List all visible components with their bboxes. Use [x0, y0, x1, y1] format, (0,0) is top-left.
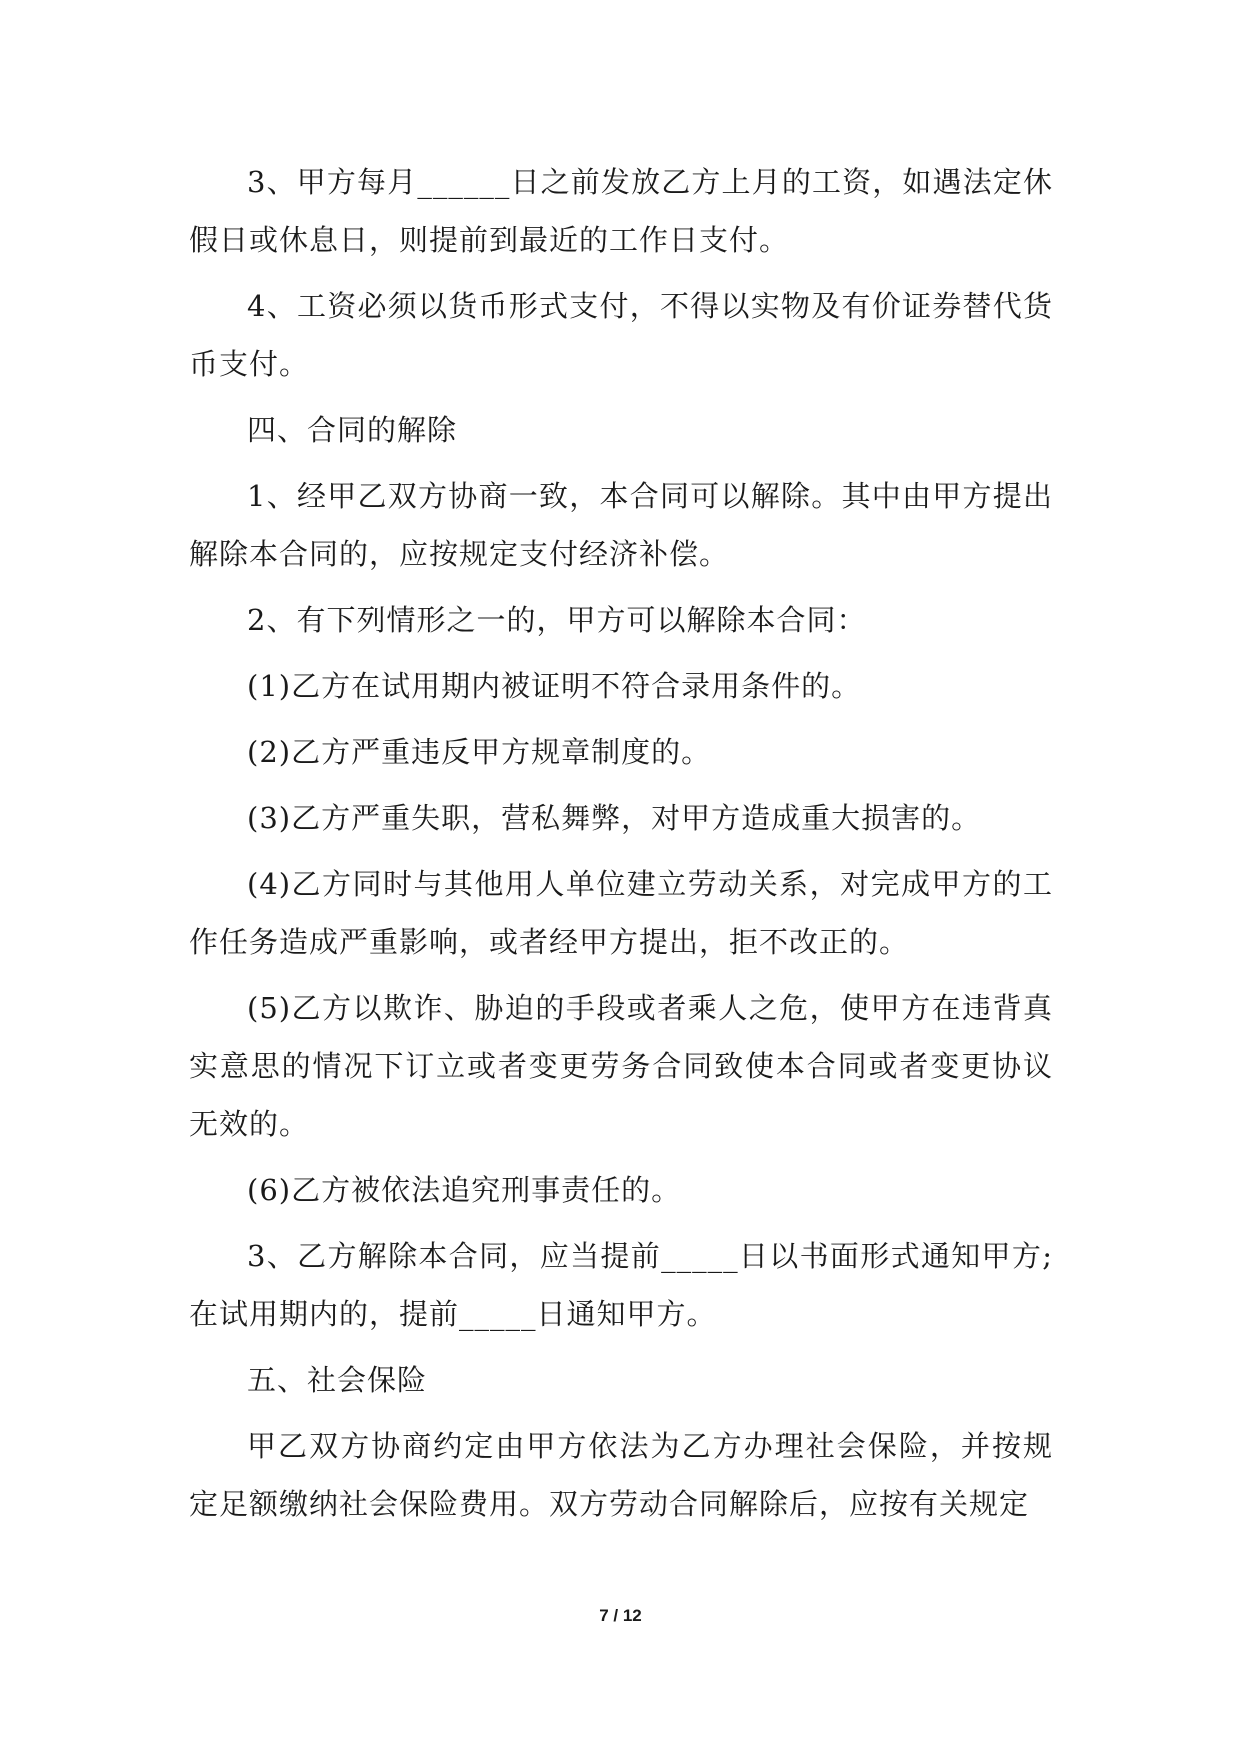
paragraph-mutual-termination: 1、经甲乙双方协商一致，本合同可以解除。其中由甲方提出解除本合同的，应按规定支付经济补偿。 [189, 479, 1053, 571]
paragraph-employee-termination-notice: 3、乙方解除本合同，应当提前_____日以书面形式通知甲方;在试用期内的，提前_____日通知甲方。 [189, 1239, 1053, 1331]
paragraph-termination-conditions: 2、有下列情形之一的，甲方可以解除本合同： [247, 603, 867, 637]
section-heading-termination: 四、合同的解除 [247, 413, 458, 447]
list-item-condition-6: (6)乙方被依法追究刑事责任的。 [247, 1173, 682, 1207]
list-item-condition-1: (1)乙方在试用期内被证明不符合录用条件的。 [247, 669, 862, 703]
paragraph-wage-payment-date: 3、甲方每月______日之前发放乙方上月的工资，如遇法定休假日或休息日，则提前到最近的工作日支付。 [189, 165, 1053, 257]
document-body [189, 153, 1053, 1541]
section-heading-social-insurance: 五、社会保险 [247, 1363, 428, 1397]
paragraph-social-insurance: 甲乙双方协商约定由甲方依法为乙方办理社会保险，并按规定足额缴纳社会保险费用。双方劳动合同解除后，应按有关规定 [189, 1429, 1053, 1521]
page-number: 7 / 12 [599, 1606, 642, 1625]
list-item-condition-5: (5)乙方以欺诈、胁迫的手段或者乘人之危，使甲方在违背真实意思的情况下订立或者变更劳务合同致使本合同或者变更协议无效的。 [189, 991, 1053, 1141]
paragraph-wage-currency: 4、工资必须以货币形式支付，不得以实物及有价证券替代货币支付。 [189, 289, 1053, 381]
list-item-condition-3: (3)乙方严重失职，营私舞弊，对甲方造成重大损害的。 [247, 801, 982, 835]
list-item-condition-4: (4)乙方同时与其他用人单位建立劳动关系，对完成甲方的工作任务造成严重影响，或者经甲方提出，拒不改正的。 [189, 867, 1053, 959]
list-item-condition-2: (2)乙方严重违反甲方规章制度的。 [247, 735, 712, 769]
